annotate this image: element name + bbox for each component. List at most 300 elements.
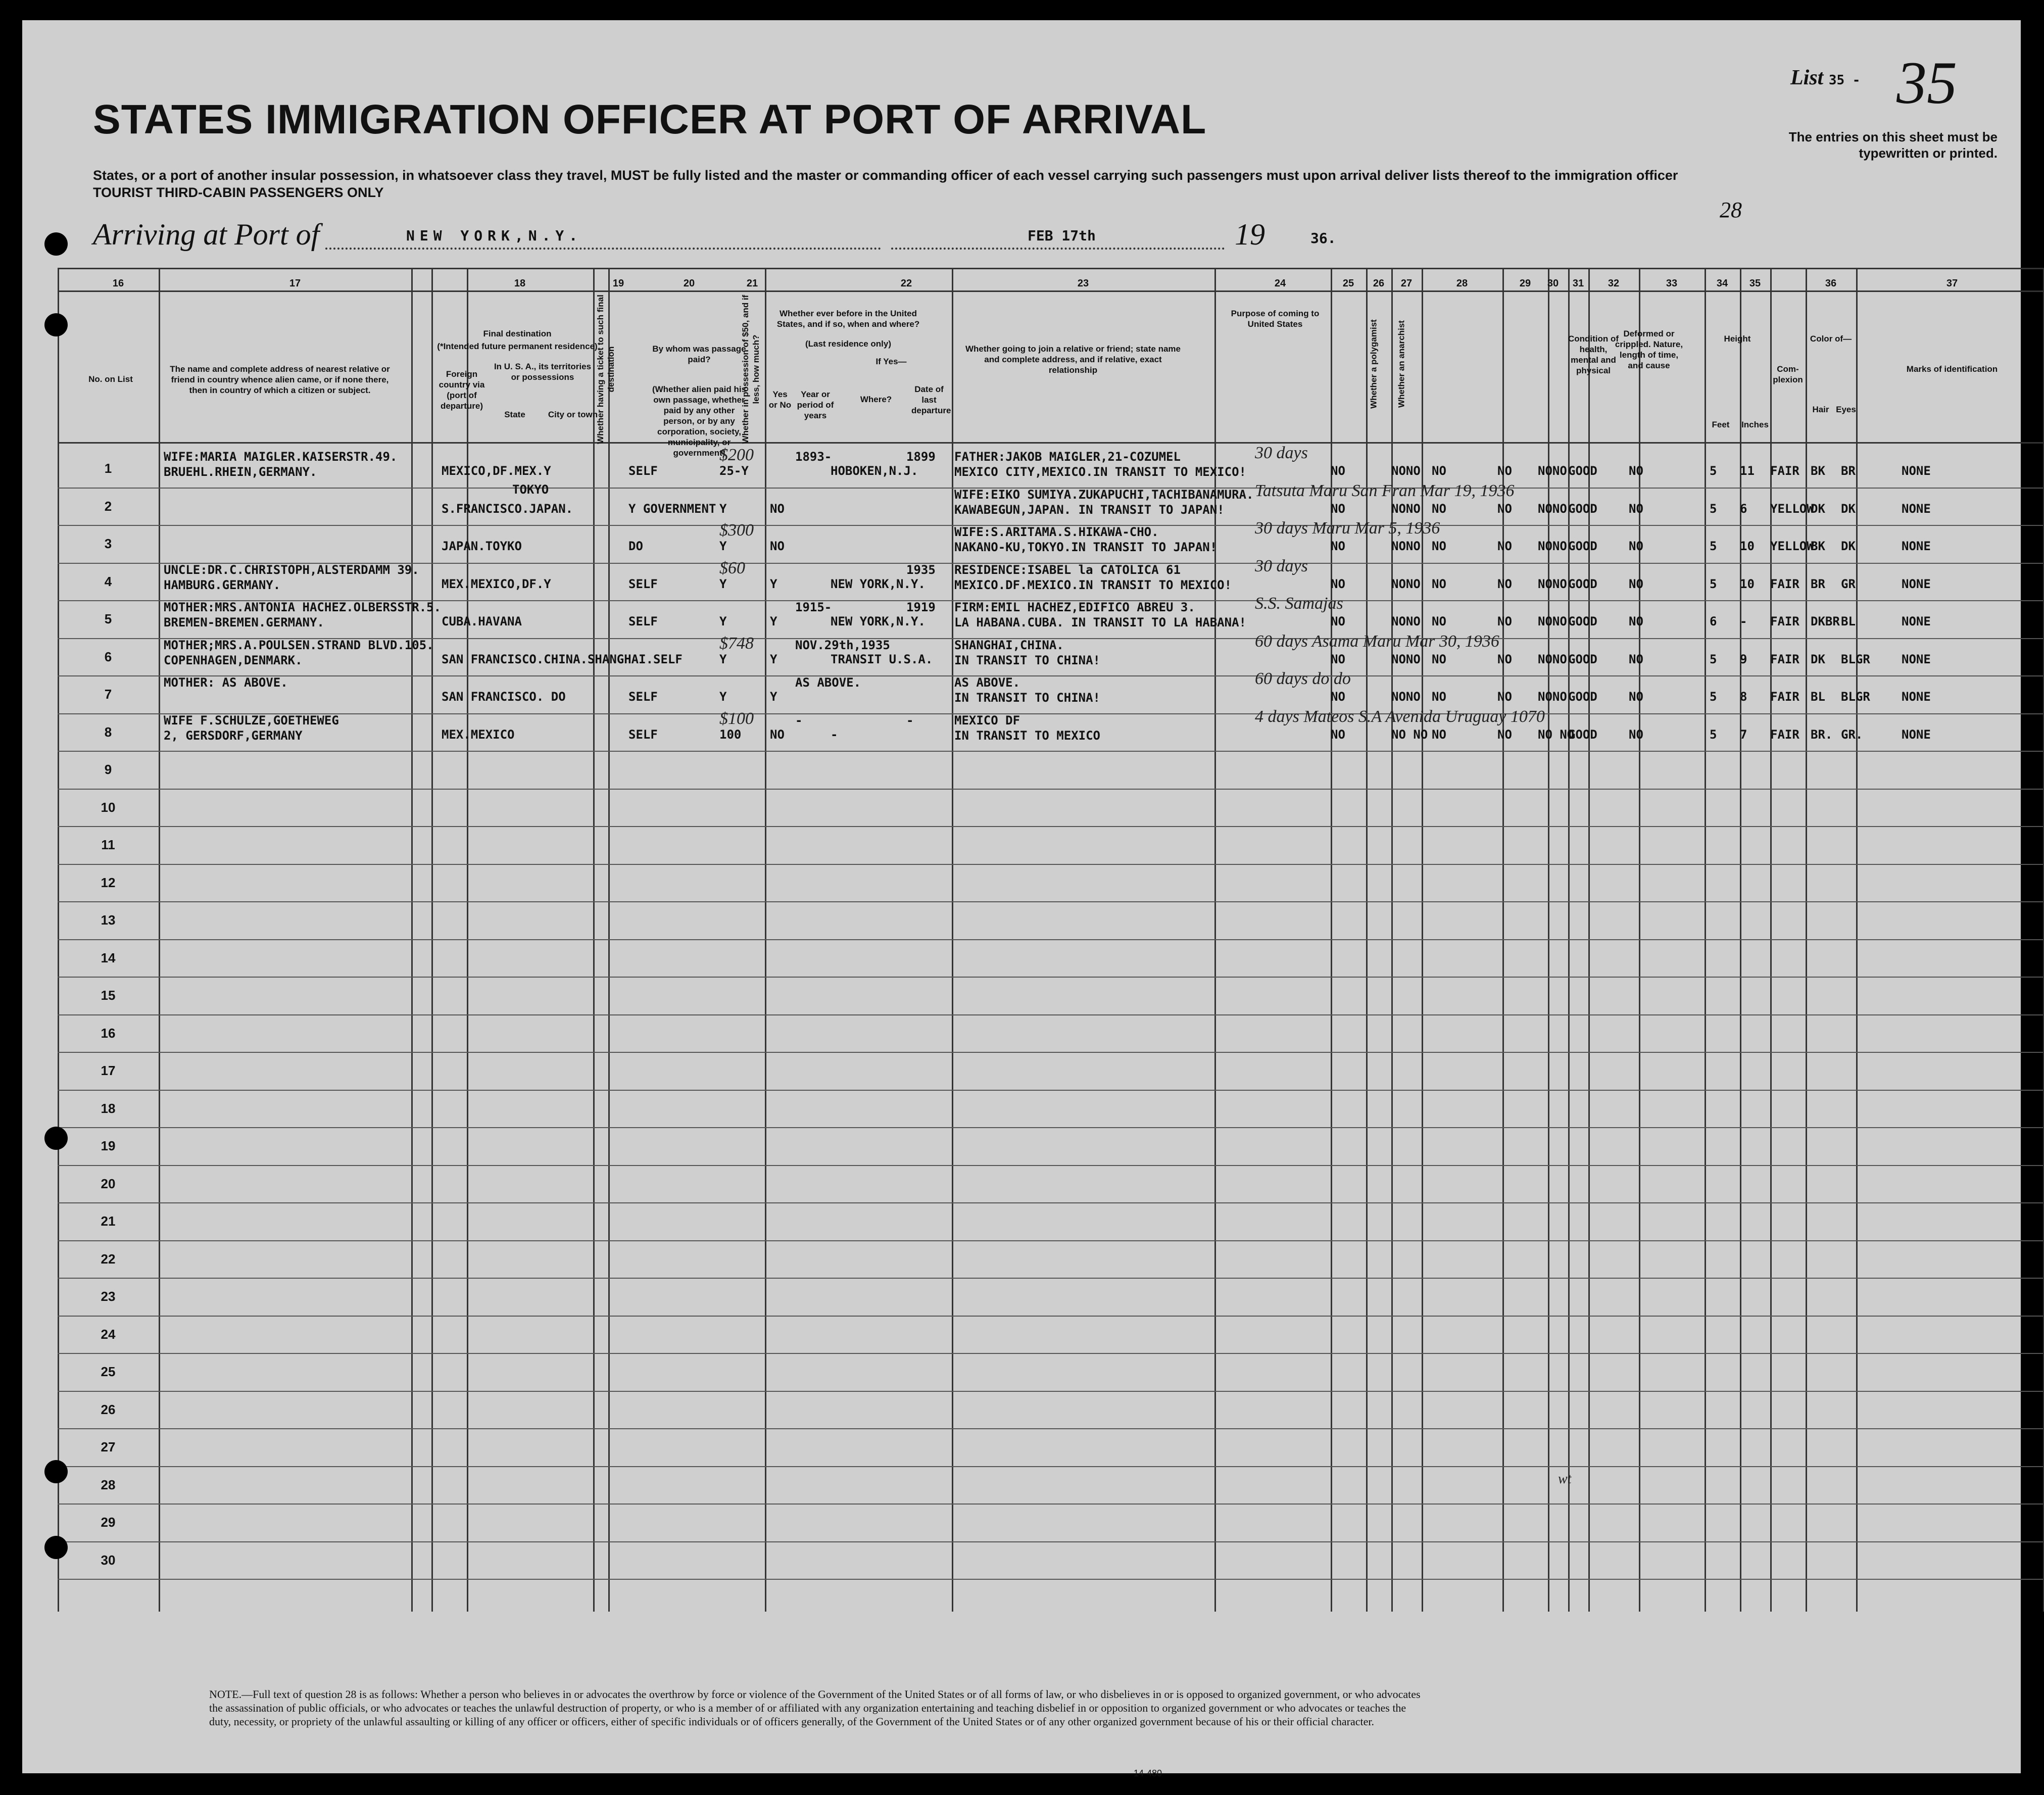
cell-cond: GOOD bbox=[1568, 464, 1597, 478]
cell-q26: NONO bbox=[1391, 614, 1421, 628]
cell-paid: SELF bbox=[628, 614, 658, 628]
cell-deform: NO bbox=[1629, 464, 1643, 478]
column-number: 31 bbox=[1572, 278, 1584, 289]
row-number: 15 bbox=[101, 988, 116, 1003]
list-label: List 35 - bbox=[1790, 66, 1861, 89]
row-rule bbox=[58, 713, 2043, 714]
row-rule bbox=[58, 1240, 2043, 1241]
row-rule bbox=[58, 1503, 2043, 1505]
cell-comp: FAIR bbox=[1770, 652, 1799, 666]
cell-q28: NO bbox=[1432, 652, 1446, 666]
header-hair: Hair bbox=[1812, 405, 1829, 414]
cell-hair: BL bbox=[1811, 690, 1825, 704]
sheet-mark: 28 bbox=[1720, 198, 1742, 222]
cell-q26: NONO bbox=[1391, 464, 1421, 478]
cell-q30: NONO bbox=[1538, 539, 1567, 553]
cell-dep: - bbox=[906, 713, 914, 727]
cell-ft: 5 bbox=[1710, 576, 1717, 591]
column-number: 18 bbox=[514, 278, 526, 289]
cell-q30: NONO bbox=[1538, 690, 1567, 704]
cell-where: HOBOKEN,N.J. bbox=[831, 464, 918, 478]
cell-hw_money: $200 bbox=[719, 446, 754, 464]
cell-q26: NONO bbox=[1391, 501, 1421, 516]
cell-where: NEW YORK,N.Y. bbox=[831, 614, 926, 628]
cell-hw_purpose: S.S. Samajas bbox=[1255, 594, 1343, 613]
cell-yn: Y bbox=[770, 690, 777, 704]
row-number: 25 bbox=[101, 1364, 116, 1379]
cell-q28: NO bbox=[1432, 727, 1446, 742]
column-number: 17 bbox=[289, 278, 301, 289]
cell-marks: NONE bbox=[1902, 501, 1931, 516]
header-date-departure: Date of last departure bbox=[911, 384, 951, 415]
cell-marks: NONE bbox=[1902, 539, 1931, 553]
cell-hw_money: $100 bbox=[719, 709, 754, 728]
cell-q25: NO bbox=[1331, 464, 1345, 478]
cell-q29: NO bbox=[1497, 690, 1512, 704]
binder-hole bbox=[44, 232, 68, 256]
row-number: 7 bbox=[104, 687, 112, 702]
cell-q30: NO NO bbox=[1538, 727, 1575, 742]
column-number: 20 bbox=[683, 278, 695, 289]
cell-rel1: WIFE:MARIA MAIGLER.KAISERSTR.49. bbox=[164, 450, 398, 464]
cell-q29: NO bbox=[1497, 727, 1512, 742]
header-deformed: Deformed or crippled. Nature, length of time, and cause bbox=[1615, 329, 1683, 370]
cell-join1: RESIDENCE:ISABEL la CATOLICA 61 bbox=[954, 562, 1181, 577]
row-rule bbox=[58, 789, 2043, 790]
binder-hole bbox=[44, 1127, 68, 1150]
header-by-whom-note: (Whether alien paid his own passage, whether paid by any other person, or by any corporation, society, municipality, or government) bbox=[652, 384, 747, 458]
cell-rel2: COPENHAGEN,DENMARK. bbox=[164, 653, 303, 667]
cell-q29: NO bbox=[1497, 576, 1512, 591]
cell-hair: BK bbox=[1811, 539, 1825, 553]
header-by-whom-paid: By whom was passage paid? bbox=[652, 344, 746, 364]
cell-dep: 1935 bbox=[906, 562, 936, 577]
header-ticket: Whether having a ticket to such final destination bbox=[596, 295, 616, 444]
cell-ft: 5 bbox=[1710, 727, 1717, 742]
row-rule bbox=[58, 1316, 2043, 1317]
row-number: 26 bbox=[101, 1401, 116, 1417]
row-number: 23 bbox=[101, 1289, 116, 1304]
cell-years: 1915- bbox=[795, 600, 832, 614]
cell-hair: DK bbox=[1811, 501, 1825, 516]
cell-eyes: DK bbox=[1841, 539, 1856, 553]
column-number: 21 bbox=[746, 278, 758, 289]
cell-hw_money: $300 bbox=[719, 521, 754, 540]
row-rule bbox=[58, 826, 2043, 827]
cell-q28: NO bbox=[1432, 614, 1446, 628]
cell-yn: Y bbox=[770, 614, 777, 628]
column-number: 33 bbox=[1666, 278, 1678, 289]
footnote: NOTE.—Full text of question 28 is as follows: Whether a person who believes in or advocates the overthrow by force or violence of the Government of the United States or of all forms of law, or who disbelieves in or is opposed to organized government, or who advocates the assassination of public officials, or who advocates or teaches the unlawful destruction of property, or who is a member of or affiliated with any organization entertaining and teaching disbelief in or opposition to organized government or who advocates or teaches the duty, necessity, or propriety of the unlawful assaulting or killing of any officer or officers, either of specific individuals or of officers generally, of the Government of the United States or of any other organized government because of his or their official character. bbox=[209, 1688, 1421, 1728]
header-purpose: Purpose of coming to United States bbox=[1231, 309, 1320, 329]
list-number-handwritten: 35 bbox=[1896, 49, 1957, 116]
header-in-usa: In U. S. A., its territories or possessions bbox=[494, 362, 592, 382]
cell-hw_purpose: 30 days Maru Mar 5, 1936 bbox=[1255, 519, 1440, 538]
header-foreign-country: Foreign country via (port of departure) bbox=[439, 369, 485, 411]
row-rule bbox=[58, 1127, 2043, 1128]
row-rule bbox=[58, 1579, 2043, 1580]
cell-marks: NONE bbox=[1902, 690, 1931, 704]
cell-rel2: BRUEHL.RHEIN,GERMANY. bbox=[164, 465, 317, 479]
cell-marks: NONE bbox=[1902, 464, 1931, 478]
date-value: FEB 17th bbox=[1028, 227, 1096, 244]
cell-dest: CUBA.HAVANA bbox=[442, 614, 522, 628]
cell-dest: MEXICO,DF.MEX.Y bbox=[442, 464, 551, 478]
header-final-destination-note: (*Intended future permanent residence) bbox=[437, 342, 598, 351]
row-rule bbox=[58, 1353, 2043, 1354]
row-number: 22 bbox=[101, 1251, 116, 1267]
column-number: 27 bbox=[1400, 278, 1413, 289]
cell-q26: NO NO bbox=[1391, 727, 1428, 742]
cell-dest: JAPAN.TOYKO bbox=[442, 539, 522, 553]
cell-deform: NO bbox=[1629, 727, 1643, 742]
column-number: 25 bbox=[1342, 278, 1354, 289]
cell-q28: NO bbox=[1432, 690, 1446, 704]
cell-cond: GOOD bbox=[1568, 539, 1597, 553]
cell-join1: FIRM:EMIL HACHEZ,EDIFICO ABREU 3. bbox=[954, 600, 1195, 614]
header-city: City or town bbox=[548, 410, 598, 419]
column-number: 37 bbox=[1946, 278, 1958, 289]
cell-deform: NO bbox=[1629, 614, 1643, 628]
row-number: 14 bbox=[101, 950, 116, 965]
cell-rel2: HAMBURG.GERMANY. bbox=[164, 577, 281, 592]
cell-join2: IN TRANSIT TO CHINA! bbox=[954, 653, 1100, 667]
cell-hw_money: $60 bbox=[719, 558, 745, 577]
row-number: 29 bbox=[101, 1515, 116, 1530]
row-number: 5 bbox=[104, 611, 112, 626]
cell-q28: NO bbox=[1432, 576, 1446, 591]
cell-cond: GOOD bbox=[1568, 614, 1597, 628]
column-number: 34 bbox=[1716, 278, 1728, 289]
table-top-rule bbox=[58, 268, 2043, 269]
cell-hair: BR bbox=[1811, 576, 1825, 591]
cell-in: 11 bbox=[1740, 464, 1755, 478]
row-rule bbox=[58, 1014, 2043, 1015]
cell-hair: DKBR bbox=[1811, 614, 1840, 628]
cell-deform: NO bbox=[1629, 576, 1643, 591]
cell-paid: Y GOVERNMENT bbox=[628, 501, 716, 516]
cell-marks: NONE bbox=[1902, 652, 1931, 666]
cell-rel1: MOTHER:MRS.ANTONIA HACHEZ.OLBERSSTR.5. bbox=[164, 600, 442, 614]
binder-hole bbox=[44, 313, 68, 336]
cell-q26: NONO bbox=[1391, 652, 1421, 666]
cell-dep: 1899 bbox=[906, 450, 936, 464]
cell-money: 25-Y bbox=[719, 464, 749, 478]
cell-eyes: BL bbox=[1841, 614, 1856, 628]
cell-dest: SAN FRANCISCO. DO bbox=[442, 690, 566, 704]
row-number: 11 bbox=[101, 837, 115, 852]
manifest-sheet bbox=[22, 20, 2021, 1778]
cell-yn: Y bbox=[770, 576, 777, 591]
cell-eyes: BLGR bbox=[1841, 652, 1870, 666]
column-number: 23 bbox=[1077, 278, 1089, 289]
header-polygamist: Whether a polygamist bbox=[1369, 319, 1379, 409]
cell-in: 10 bbox=[1740, 576, 1755, 591]
cell-eyes: GR. bbox=[1841, 727, 1863, 742]
cell-join2: KAWABEGUN,JAPAN. IN TRANSIT TO JAPAN! bbox=[954, 502, 1225, 517]
header-last-residence: (Last residence only) bbox=[805, 339, 892, 349]
cell-money: Y bbox=[719, 539, 727, 553]
form-number: 14-480 bbox=[1134, 1768, 1162, 1778]
cell-q29: NO bbox=[1497, 652, 1512, 666]
cell-yn: NO bbox=[770, 539, 785, 553]
row-number: 17 bbox=[101, 1063, 116, 1078]
column-number: 28 bbox=[1456, 278, 1468, 289]
cell-join1: AS ABOVE. bbox=[954, 675, 1020, 690]
cell-money: Y bbox=[719, 690, 727, 704]
arriving-label: Arriving at Port of bbox=[93, 218, 320, 251]
cell-comp: FAIR bbox=[1770, 576, 1799, 591]
cell-cond: GOOD bbox=[1568, 727, 1597, 742]
row-number: 10 bbox=[101, 799, 116, 815]
cell-in: - bbox=[1740, 614, 1747, 628]
port-value: NEW YORK,N.Y. bbox=[406, 227, 583, 244]
cell-cond: GOOD bbox=[1568, 652, 1597, 666]
cell-money: Y bbox=[719, 576, 727, 591]
cell-dest: S.FRANCISCO.JAPAN. bbox=[442, 501, 573, 516]
cell-where: TRANSIT U.S.A. bbox=[831, 652, 933, 666]
cell-q30: NONO bbox=[1538, 652, 1567, 666]
row-number: 12 bbox=[101, 875, 116, 890]
cell-rel1: MOTHER: AS ABOVE. bbox=[164, 675, 288, 690]
cell-hw_purpose: 30 days bbox=[1255, 444, 1308, 462]
row-number: 30 bbox=[101, 1552, 116, 1568]
cell-cond: GOOD bbox=[1568, 576, 1597, 591]
row-number: 21 bbox=[101, 1214, 116, 1229]
cell-join1: SHANGHAI,CHINA. bbox=[954, 638, 1064, 652]
header-state: State bbox=[504, 410, 525, 419]
column-number: 24 bbox=[1274, 278, 1286, 289]
cell-marks: NONE bbox=[1902, 576, 1931, 591]
column-number: 32 bbox=[1608, 278, 1620, 289]
cell-q29: NO bbox=[1497, 464, 1512, 478]
header-color-of: Color of— bbox=[1810, 334, 1852, 344]
column-number: 16 bbox=[112, 278, 124, 289]
row-rule bbox=[58, 977, 2043, 978]
header-eyes: Eyes bbox=[1836, 405, 1856, 414]
cell-q29: NO bbox=[1497, 539, 1512, 553]
date-dotline bbox=[891, 248, 1225, 250]
cell-years: NOV.29th,1935 bbox=[795, 638, 890, 652]
cell-in: 7 bbox=[1740, 727, 1747, 742]
cell-deform: NO bbox=[1629, 690, 1643, 704]
cell-hair: BK bbox=[1811, 464, 1825, 478]
header-if-yes: If Yes— bbox=[875, 357, 907, 366]
cell-deform: NO bbox=[1629, 501, 1643, 516]
cell-eyes: GR bbox=[1841, 576, 1856, 591]
cell-eyes: DK bbox=[1841, 501, 1856, 516]
cell-ft: 5 bbox=[1710, 464, 1717, 478]
cell-join2: LA HABANA.CUBA. IN TRANSIT TO LA HABANA! bbox=[954, 615, 1246, 629]
row-number: 18 bbox=[101, 1100, 116, 1116]
cell-in: 6 bbox=[1740, 501, 1747, 516]
row-number: 24 bbox=[101, 1326, 116, 1342]
row-rule bbox=[58, 901, 2043, 902]
instructions: States, or a port of another insular possession, in whatsoever class they travel, MUST be fully listed and the master or commanding officer of each vessel carrying such passengers must upon arrival deliver lists thereof to the immigration officer TOURIST THIRD-CABIN PASSENGERS ONLY bbox=[93, 168, 1678, 200]
cell-q28: NO bbox=[1432, 501, 1446, 516]
port-dotline bbox=[325, 248, 881, 250]
cell-q28: NO bbox=[1432, 464, 1446, 478]
cell-dest: MEX.MEXICO bbox=[442, 727, 515, 742]
row-rule bbox=[58, 1466, 2043, 1467]
column-number: 22 bbox=[900, 278, 912, 289]
header-year-period: Year or period of years bbox=[797, 390, 834, 420]
cell-money: Y bbox=[719, 652, 727, 666]
header-where: Where? bbox=[860, 395, 892, 404]
header-no-on-list: No. on List bbox=[88, 374, 133, 384]
header-complexion: Com-plexion bbox=[1773, 364, 1803, 384]
column-number: 36 bbox=[1825, 278, 1837, 289]
cell-dest: SAN FRANCISCO.CHINA.SHANGHAI.SELF bbox=[442, 652, 683, 666]
header-final-destination: Final destination bbox=[483, 329, 552, 338]
row-rule bbox=[58, 751, 2043, 752]
cell-hw_money: $748 bbox=[719, 634, 754, 653]
header-possession-50: Whether in possession of $50, and if less, how much? bbox=[741, 295, 761, 444]
row-number: 19 bbox=[101, 1138, 116, 1153]
row-rule bbox=[58, 939, 2043, 940]
row-number: 28 bbox=[101, 1477, 116, 1492]
cell-comp: FAIR bbox=[1770, 614, 1799, 628]
row-number: 2 bbox=[104, 498, 112, 514]
cell-rel2: 2, GERSDORF,GERMANY bbox=[164, 728, 303, 743]
cell-comp: YELLOW bbox=[1770, 539, 1814, 553]
cell-ft: 5 bbox=[1710, 690, 1717, 704]
column-number: 29 bbox=[1519, 278, 1531, 289]
manifest-table bbox=[58, 268, 2043, 1612]
column-number: 30 bbox=[1547, 278, 1559, 289]
cell-hw_purpose: 60 days Asama Maru Mar 30, 1936 bbox=[1255, 632, 1499, 651]
cell-paid: SELF bbox=[628, 576, 658, 591]
header-anarchist: Whether an anarchist bbox=[1396, 320, 1406, 408]
cell-comp: FAIR bbox=[1770, 690, 1799, 704]
cell-cond: GOOD bbox=[1568, 501, 1597, 516]
cell-years: - bbox=[795, 713, 803, 727]
row-rule bbox=[58, 1202, 2043, 1203]
header-bottom-rule bbox=[58, 442, 2043, 444]
row-number: 16 bbox=[101, 1025, 116, 1041]
cell-yn: NO bbox=[770, 501, 785, 516]
cell-q25: NO bbox=[1331, 501, 1345, 516]
cell-eyes: BLGR bbox=[1841, 690, 1870, 704]
cell-ft: 6 bbox=[1710, 614, 1717, 628]
cell-join2: MEXICO CITY,MEXICO.IN TRANSIT TO MEXICO! bbox=[954, 465, 1246, 479]
column-number: 26 bbox=[1373, 278, 1385, 289]
cell-rel1: MOTHER;MRS.A.POULSEN.STRAND BLVD.105. bbox=[164, 638, 434, 652]
cell-join1: FATHER:JAKOB MAIGLER,21-COZUMEL bbox=[954, 450, 1181, 464]
cell-q30: NONO bbox=[1538, 614, 1567, 628]
row-number: 27 bbox=[101, 1439, 116, 1454]
cell-where: NEW YORK,N.Y. bbox=[831, 576, 926, 591]
margin-handwritten-mark: wt bbox=[1558, 1471, 1572, 1487]
column-number: 35 bbox=[1749, 278, 1761, 289]
cell-years: AS ABOVE. bbox=[795, 675, 861, 690]
cell-join2: NAKANO-KU,TOKYO.IN TRANSIT TO JAPAN! bbox=[954, 540, 1218, 554]
row-rule bbox=[58, 1090, 2043, 1091]
header-joining-relative: Whether going to join a relative or friend; state name and complete address, and if relative, exact relationship bbox=[965, 344, 1181, 375]
cell-rel1: UNCLE:DR.C.CHRISTOPH,ALSTERDAMM 39. bbox=[164, 562, 419, 577]
cell-q29: NO bbox=[1497, 501, 1512, 516]
row-number: 3 bbox=[104, 536, 112, 551]
cell-hw_purpose: Tatsuta Maru San Fran Mar 19, 1936 bbox=[1255, 481, 1515, 500]
cell-ft: 5 bbox=[1710, 652, 1717, 666]
header-inches: Inches bbox=[1741, 420, 1769, 429]
cell-join2: IN TRANSIT TO CHINA! bbox=[954, 691, 1100, 705]
cell-hair: DK bbox=[1811, 652, 1825, 666]
header-number-rule bbox=[58, 290, 2043, 292]
cell-rel2: BREMEN-BREMEN.GERMANY. bbox=[164, 615, 324, 629]
cell-q30: NONO bbox=[1538, 501, 1567, 516]
cell-in: 8 bbox=[1740, 690, 1747, 704]
cell-ft: 5 bbox=[1710, 539, 1717, 553]
cell-money: 100 bbox=[719, 727, 742, 742]
row-rule bbox=[58, 1391, 2043, 1392]
cell-dep: 1919 bbox=[906, 600, 936, 614]
cell-hair: BR. bbox=[1811, 727, 1833, 742]
cell-paid: SELF bbox=[628, 690, 658, 704]
cell-in: 10 bbox=[1740, 539, 1755, 553]
cell-join1: WIFE:EIKO SUMIYA.ZUKAPUCHI,TACHIBANAMURA. bbox=[954, 487, 1254, 502]
row-rule bbox=[58, 864, 2043, 865]
cell-ft: 5 bbox=[1710, 501, 1717, 516]
header-condition: Condition of health, mental and physical bbox=[1568, 334, 1619, 375]
cell-comp: FAIR bbox=[1770, 727, 1799, 742]
header-yes-or-no: Yes or No bbox=[768, 390, 792, 410]
cell-hw_purpose: 30 days bbox=[1255, 556, 1308, 575]
cell-q25: NO bbox=[1331, 576, 1345, 591]
cell-yn: NO bbox=[770, 727, 785, 742]
cell-rel1: WIFE F.SCHULZE,GOETHEWEG bbox=[164, 713, 339, 727]
cell-q25: NO bbox=[1331, 614, 1345, 628]
cell-q30: NONO bbox=[1538, 464, 1567, 478]
cell-in: 9 bbox=[1740, 652, 1747, 666]
cell-years: 1893- bbox=[795, 450, 832, 464]
cell-q25: NO bbox=[1331, 690, 1345, 704]
cell-deform: NO bbox=[1629, 539, 1643, 553]
cell-paid: SELF bbox=[628, 727, 658, 742]
cell-eyes: BR bbox=[1841, 464, 1856, 478]
cell-dest: MEX.MEXICO,DF.Y bbox=[442, 576, 551, 591]
cell-q30: NONO bbox=[1538, 576, 1567, 591]
row-rule bbox=[58, 1052, 2043, 1053]
cell-paid: DO bbox=[628, 539, 643, 553]
cell-hw_purpose: 60 days do do bbox=[1255, 669, 1351, 688]
cell-money: Y bbox=[719, 501, 727, 516]
cell-comp: YELLOW bbox=[1770, 501, 1814, 516]
cell-money: Y bbox=[719, 614, 727, 628]
header-before-in-us: Whether ever before in the United States, and if so, when and where? bbox=[776, 309, 920, 329]
cell-join2: IN TRANSIT TO MEXICO bbox=[954, 728, 1100, 743]
cell-q26: NONO bbox=[1391, 539, 1421, 553]
row-rule bbox=[58, 1278, 2043, 1279]
cell-q25: NO bbox=[1331, 539, 1345, 553]
cell-paid: SELF bbox=[628, 464, 658, 478]
row-number: 13 bbox=[101, 912, 116, 928]
year-suffix: 36. bbox=[1310, 230, 1336, 247]
column-number: 19 bbox=[612, 278, 624, 289]
header-nearest-relative: The name and complete address of nearest relative or friend in country whence alien came, or if none there, then in country of which a citizen or subject. bbox=[170, 364, 390, 395]
row-rule bbox=[58, 1165, 2043, 1166]
cell-hw_purpose: 4 days Mateos S.A Avenida Uruguay 1070 bbox=[1255, 707, 1545, 726]
row-rule bbox=[58, 1541, 2043, 1542]
row-rule bbox=[58, 1428, 2043, 1429]
cell-join1: WIFE:S.ARITAMA.S.HIKAWA-CHO. bbox=[954, 525, 1159, 539]
cell-join2: MEXICO.DF.MEXICO.IN TRANSIT TO MEXICO! bbox=[954, 577, 1232, 592]
row-number: 4 bbox=[104, 573, 112, 589]
cell-dest_top: TOKYO bbox=[512, 482, 549, 497]
cell-yn: Y bbox=[770, 652, 777, 666]
cell-marks: NONE bbox=[1902, 727, 1931, 742]
cell-q26: NONO bbox=[1391, 690, 1421, 704]
